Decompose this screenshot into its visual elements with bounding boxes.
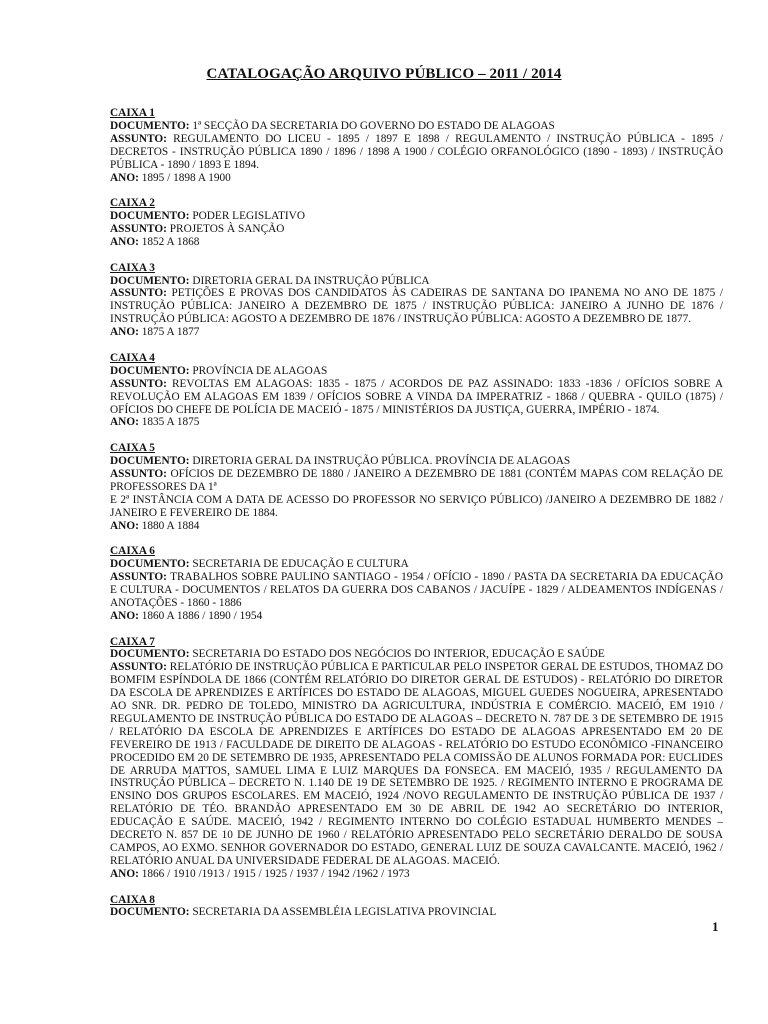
caixa-entry-6 bbox=[110, 545, 723, 622]
ano-value: 1880 A 1884 bbox=[141, 519, 200, 532]
caixa-entry-5 bbox=[110, 442, 723, 532]
ano-value: 1860 A 1886 / 1890 / 1954 bbox=[141, 609, 263, 622]
assunto-value: RELATÓRIO DE INSTRUÇÃO PÚBLICA E PARTICULAR PELO INSPETOR GERAL DE ESTUDOS, THOMAZ DO BOMFIM ESPÍNDOLA DE 1866 (CONTÉM RELATÓRIO DO DIRETOR GERAL DE ESTUDOS) - RELATÓRIO DO DIRETOR DA ESCOLA DE APRENDIZES E ARTÍFICES DO ESTADO DE ALAGOAS, MIGUEL GUEDES NOGUEIRA, APRESENTADO AO SNR. DR. PEDRO DE TOLEDO, MINISTRO DA AGRICULTURA, INDÚSTRIA E COMÉRCIO. MACEIÓ, EM 1910 / REGULAMENTO DE INSTRUÇÃO PÚBLICA DO ESTADO DE ALAGOAS – DECRETO N. 787 DE 3 DE SETEMBRO DE 1915 / RELATÓRIO DA ESCOLA DE APRENDIZES E ARTÍFICES DO ESTADO DE ALAGOAS APRESENTADO EM 20 DE FEVEREIRO DE 1913 / FACULDADE DE DIREITO DE ALAGOAS - RELATÓRIO DO ESTUDO ECONÔMICO -FINANCEIRO PROCEDIDO EM 20 DE SETEMBRO DE 1935, APRESENTADO PELA COMISSÃO DE ALUNOS FORMADA POR: EUCLIDES DE ARRUDA MATTOS, SAMUEL LIMA E LUIZ MARQUES DA FONSECA. EM MACEIÓ, 1935 / REGULAMENTO DA INSTRUÇÃO PÚBLICA – DECRETO N. 1.140 DE 19 DE SETEMBRO DE 1925. / REGIMENTO INTERNO E PROGRAMA DE ENSINO DOS GRUPOS ESCOLARES. EM MACEIÓ, 1924 /NOVO REGULAMENTO DE INSTRUÇÃO PÚBLICA DE 1937 / RELATÓRIO DE TÉO. BRANDÃO APRESENTADO EM 30 DE ABRIL DE 1942 AO SECRETÁRIO DO INTERIOR, EDUCAÇÃO E SAÚDE. MACEIÓ, 1942 / REGIMENTO INTERNO DO COLÉGIO ESTADUAL HUMBERTO MENDES – DECRETO N. 857 DE 10 DE JUNHO DE 1960 / RELATÓRIO APRESENTADO PELO SECRETÁRIO DERALDO DE SOUSA CAMPOS, AO EXMO. SENHOR GOVERNADOR DO ESTADO, GENERAL LUIZ DE SOUZA CAVALCANTE. MACEIÓ, 1962 / RELATÓRIO ANUAL DA UNIVERSIDADE FEDERAL DE ALAGOAS. MACEIÓ. bbox=[110, 661, 723, 867]
documento-line bbox=[110, 120, 723, 133]
assunto-line bbox=[110, 661, 723, 868]
assunto-label: ASSUNTO: bbox=[110, 661, 167, 674]
caixa-entry-1 bbox=[110, 107, 723, 184]
ano-line bbox=[110, 520, 723, 533]
documento-label: DOCUMENTO: bbox=[110, 210, 190, 223]
documento-value: 1ª SECÇÃO DA SECRETARIA DO GOVERNO DO ESTADO DE ALAGOAS bbox=[192, 119, 555, 132]
documento-value: PODER LEGISLATIVO bbox=[192, 210, 305, 223]
ano-line bbox=[110, 172, 723, 185]
assunto-line bbox=[110, 287, 723, 326]
assunto-line bbox=[110, 133, 723, 172]
assunto-label: ASSUNTO: bbox=[110, 467, 167, 480]
documento-line bbox=[110, 210, 723, 223]
assunto-value: PROJETOS À SANÇÃO bbox=[169, 223, 285, 236]
caixa-entry-4 bbox=[110, 352, 723, 429]
assunto-continuation: E 2ª INSTÂNCIA COM A DATA DE ACESSO DO PROFESSOR NO SERVIÇO PÚBLICO) /JANEIRO A DEZEMBRO DE 1882 / JANEIRO E FEVEREIRO DE 1884. bbox=[110, 493, 723, 519]
ano-line bbox=[110, 868, 723, 881]
documento-label: DOCUMENTO: bbox=[110, 364, 190, 377]
assunto-label: ASSUNTO: bbox=[110, 287, 167, 300]
documento-label: DOCUMENTO: bbox=[110, 274, 190, 287]
caixa-title: CAIXA 2 bbox=[110, 197, 155, 210]
assunto-line bbox=[110, 468, 723, 494]
documento-label: DOCUMENTO: bbox=[110, 119, 190, 132]
caixa-title: CAIXA 5 bbox=[110, 442, 155, 455]
documento-value: DIRETORIA GERAL DA INSTRUÇÃO PÚBLICA bbox=[192, 274, 430, 287]
assunto-line bbox=[110, 571, 723, 610]
documento-line bbox=[110, 558, 723, 571]
documento-line bbox=[110, 275, 723, 288]
documento-label: DOCUMENTO: bbox=[110, 906, 190, 919]
documento-line bbox=[110, 648, 723, 661]
documento-line bbox=[110, 455, 723, 468]
documento-value: SECRETARIA DE EDUCAÇÃO E CULTURA bbox=[192, 558, 409, 571]
caixa-title: CAIXA 6 bbox=[110, 545, 155, 558]
ano-line bbox=[110, 326, 723, 339]
assunto-line bbox=[110, 378, 723, 417]
ano-label: ANO: bbox=[110, 609, 139, 622]
assunto-value: REGULAMENTO DO LICEU - 1895 / 1897 E 1898 / REGULAMENTO / INSTRUÇÃO PÚBLICA - 1895 / DECRETOS - INSTRUÇÃO PÚBLICA 1890 / 1896 / 1898 A 1900 / COLÉGIO ORFANOLÓGICO (1890 - 1893) / INSTRUÇÃO PÚBLICA - 1890 / 1893 E 1894. bbox=[110, 132, 724, 171]
ano-label: ANO: bbox=[110, 171, 139, 184]
ano-label: ANO: bbox=[110, 519, 139, 532]
caixa-title: CAIXA 4 bbox=[110, 351, 155, 364]
ano-value: 1895 / 1898 A 1900 bbox=[141, 171, 231, 184]
caixa-title: CAIXA 8 bbox=[110, 893, 155, 906]
assunto-value: OFÍCIOS DE DEZEMBRO DE 1880 / JANEIRO A DEZEMBRO DE 1881 (CONTÉM MAPAS COM RELAÇÃO DE PROFESSORES DA 1ª bbox=[110, 467, 723, 493]
ano-label: ANO: bbox=[110, 416, 139, 429]
ano-line bbox=[110, 416, 723, 429]
ano-label: ANO: bbox=[110, 867, 139, 880]
ano-value: 1852 A 1868 bbox=[141, 235, 200, 248]
caixa-entry-8 bbox=[110, 894, 723, 920]
ano-line bbox=[110, 236, 723, 249]
assunto-value: REVOLTAS EM ALAGOAS: 1835 - 1875 / ACORDOS DE PAZ ASSINADO: 1833 -1836 / OFÍCIOS SOBRE A REVOLUÇÃO EM ALAGOAS EM 1839 / OFÍCIOS SOBRE A VINDA DA IMPERATRIZ - 1868 / QUEBRA - QUILO (1875) / OFÍCIOS DO CHEFE DE POLÍCIA DE MACEIÓ - 1875 / MINISTÉRIOS DA JUSTIÇA, GUERRA, IMPÉRIO - 1874. bbox=[110, 377, 723, 416]
ano-value: 1866 / 1910 /1913 / 1915 / 1925 / 1937 / 1942 /1962 / 1973 bbox=[141, 867, 410, 880]
ano-label: ANO: bbox=[110, 235, 139, 248]
ano-value: 1835 A 1875 bbox=[141, 416, 200, 429]
ano-value: 1875 A 1877 bbox=[141, 326, 200, 339]
caixa-entry-2 bbox=[110, 197, 723, 249]
assunto-value: PETIÇÕES E PROVAS DOS CANDIDATOS ÀS CADEIRAS DE SANTANA DO IPANEMA NO ANO DE 1875 / INSTRUÇÃO PÚBLICA: JANEIRO A DEZEMBRO DE 1875 / INSTRUÇÃO PÚBLICA: JANEIRO A JUNHO DE 1876 / INSTRUÇÃO PÚBLICA: AGOSTO A DEZEMBRO DE 1876 / INSTRUÇÃO PÚBLICA: AGOSTO A DEZEMBRO DE 1877. bbox=[110, 287, 723, 326]
documento-line bbox=[110, 365, 723, 378]
caixa-entry-3 bbox=[110, 262, 723, 339]
catalog-content bbox=[110, 107, 723, 932]
ano-label: ANO: bbox=[110, 326, 139, 339]
assunto-line bbox=[110, 223, 723, 236]
document-title: CATALOGAÇÃO ARQUIVO PÚBLICO – 2011 / 2014 bbox=[206, 66, 562, 82]
documento-value: SECRETARIA DA ASSEMBLÉIA LEGISLATIVA PROVINCIAL bbox=[192, 906, 497, 919]
assunto-label: ASSUNTO: bbox=[110, 377, 167, 390]
caixa-title: CAIXA 7 bbox=[110, 635, 155, 648]
ano-line bbox=[110, 610, 723, 623]
documento-label: DOCUMENTO: bbox=[110, 455, 190, 468]
assunto-label: ASSUNTO: bbox=[110, 223, 167, 236]
documento-line bbox=[110, 906, 723, 919]
caixa-entry-7 bbox=[110, 636, 723, 881]
documento-value: DIRETORIA GERAL DA INSTRUÇÃO PÚBLICA. PROVÍNCIA DE ALAGOAS bbox=[192, 455, 571, 468]
documento-value: PROVÍNCIA DE ALAGOAS bbox=[192, 364, 328, 377]
assunto-value: TRABALHOS SOBRE PAULINO SANTIAGO - 1954 / OFÍCIO - 1890 / PASTA DA SECRETARIA DA EDUCAÇÃO E CULTURA - DOCUMENTOS / RELATOS DA GUERRA DOS CABANOS / JACUÍPE - 1829 / ALDEAMENTOS INDÍGENAS / ANOTAÇÕES - 1860 - 1886 bbox=[110, 571, 723, 609]
caixa-title: CAIXA 3 bbox=[110, 261, 155, 274]
caixa-title: CAIXA 1 bbox=[110, 107, 155, 119]
documento-value: SECRETARIA DO ESTADO DOS NEGÓCIOS DO INTERIOR, EDUCAÇÃO E SAÚDE bbox=[192, 648, 605, 661]
documento-label: DOCUMENTO: bbox=[110, 558, 190, 571]
page-number: 1 bbox=[712, 919, 719, 934]
documento-label: DOCUMENTO: bbox=[110, 648, 190, 661]
assunto-label: ASSUNTO: bbox=[110, 132, 167, 145]
assunto-label: ASSUNTO: bbox=[110, 571, 167, 584]
